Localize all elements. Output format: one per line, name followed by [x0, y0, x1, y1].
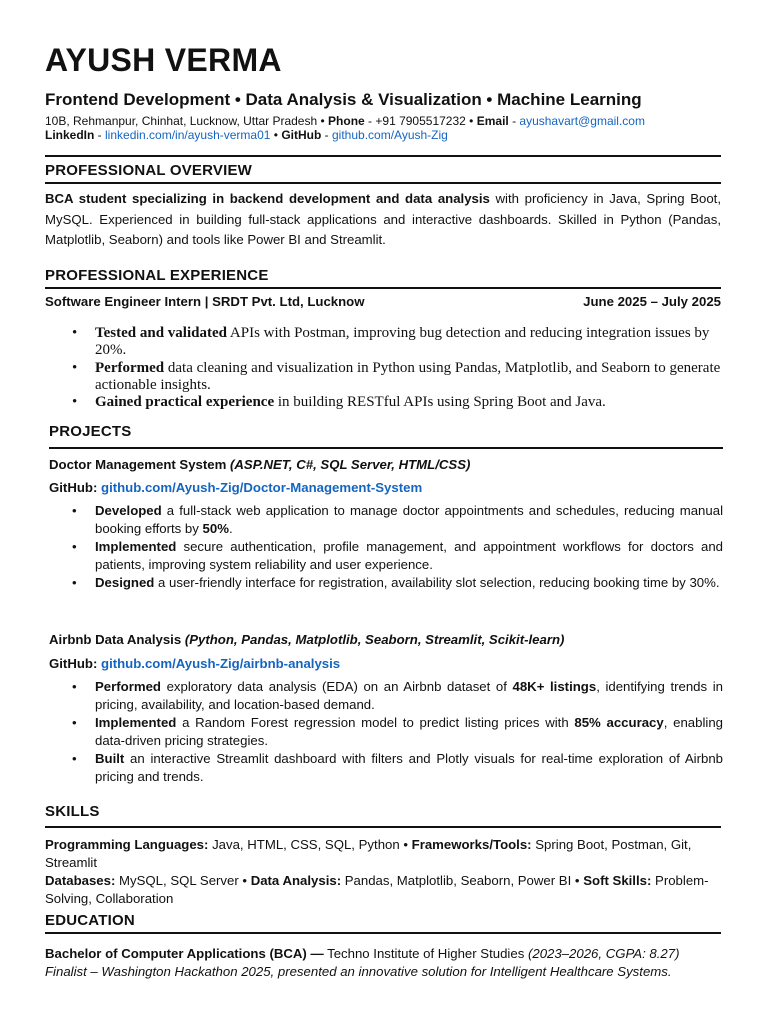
- list-item: • Gained practical experience in building RESTful APIs using Spring Boot and Java.: [72, 394, 606, 410]
- list-item: • Developed a full-stack web application to manage doctor appointments and schedules, reducing manual booking efforts by 50%.: [72, 503, 723, 536]
- list-item: • Built an interactive Streamlit dashboard with filters and Plotly visuals for real-time exploration of Airbnb pricing and trends.: [72, 751, 723, 784]
- section-heading-education: EDUCATION: [45, 912, 135, 929]
- list-item: • Designed a user-friendly interface for registration, availability slot selection, reducing booking time by 30%.: [72, 575, 720, 590]
- project-github-link[interactable]: github.com/Ayush-Zig/Doctor-Management-System: [101, 480, 423, 495]
- bullet-icon: •: [72, 539, 77, 554]
- bullet-icon: •: [72, 325, 78, 341]
- email-label: Email: [476, 114, 509, 128]
- education-degree: Bachelor of Computer Applications (BCA) — Techno Institute of Higher Studies (2023–2026, CGPA: 8.27): [45, 946, 680, 961]
- project-bullets: [72, 502, 723, 592]
- overview-paragraph: [45, 189, 721, 251]
- project-title: Doctor Management System (ASP.NET, C#, SQL Server, HTML/CSS): [49, 457, 471, 472]
- project-bullets: [72, 678, 723, 786]
- bullet-icon: •: [72, 359, 78, 376]
- list-item: • Performed data cleaning and visualization in Python using Pandas, Matplotlib, and Seaborn to generate actionable insights.: [72, 359, 721, 393]
- bullet-icon: •: [72, 503, 77, 518]
- tagline: Frontend Development • Data Analysis & Visualization • Machine Learning: [45, 90, 642, 109]
- skill-label: Databases:: [45, 873, 116, 888]
- overview-text: with proficiency in Java, Spring Boot, MySQL. Experienced in building full-stack applications and interactive dashboards. Skilled in Python (Pandas, Matplotlib, Seaborn) and tools like Power BI and Streamlit.: [45, 191, 721, 247]
- candidate-name: AYUSH VERMA: [45, 42, 282, 78]
- skill-label: Soft Skills:: [583, 873, 652, 888]
- divider: [45, 155, 721, 157]
- address: 10B, Rehmanpur, Chinhat, Lucknow, Uttar Pradesh: [45, 114, 318, 128]
- list-item: • Implemented secure authentication, profile management, and appointment workflows for doctors and patients, improving system reliability and user experience.: [72, 539, 723, 572]
- divider: [49, 447, 723, 449]
- divider: [45, 182, 721, 184]
- skill-label: Data Analysis:: [250, 873, 342, 888]
- bullet-icon: •: [72, 679, 77, 694]
- bullet-icon: •: [72, 394, 78, 410]
- github-label: GitHub: [281, 128, 322, 142]
- github-link[interactable]: github.com/Ayush-Zig: [332, 128, 448, 142]
- divider: [45, 826, 721, 828]
- section-heading-experience: PROFESSIONAL EXPERIENCE: [45, 267, 269, 284]
- overview-lead: BCA student specializing in backend development and data analysis: [45, 191, 490, 206]
- job-role: Software Engineer Intern | SRDT Pvt. Ltd, Lucknow: [45, 294, 365, 309]
- project-github-link[interactable]: github.com/Ayush-Zig/airbnb-analysis: [101, 656, 341, 671]
- experience-bullets: [72, 325, 722, 412]
- list-item: • Performed exploratory data analysis (EDA) on an Airbnb dataset of 48K+ listings, identifying trends in pricing, availability, and location-based demand.: [72, 679, 723, 712]
- bullet-icon: •: [72, 751, 77, 766]
- job-dates: June 2025 – July 2025: [583, 294, 721, 309]
- linkedin-link[interactable]: linkedin.com/in/ayush-verma01: [105, 128, 271, 142]
- linkedin-label: LinkedIn: [45, 128, 95, 142]
- education-note: Finalist – Washington Hackathon 2025, presented an innovative solution for Intelligent Healthcare Systems.: [45, 964, 672, 979]
- list-item: • Tested and validated APIs with Postman, improving bug detection and reducing integration issues by 20%.: [72, 325, 710, 358]
- email-link[interactable]: ayushavart@gmail.com: [519, 114, 645, 128]
- list-item: • Implemented a Random Forest regression model to predict listing prices with 85% accuracy, enabling data-driven pricing strategies.: [72, 715, 723, 748]
- skills-block: Programming Languages: Java, HTML, CSS, SQL, Python • Frameworks/Tools: Spring Boot, Postman, Git, Streamlit Databases: MySQL, SQL Server • Data Analysis: Pandas, Matplotlib, Seaborn, Power BI • Soft Skills: Problem-Solving, Collaboration: [45, 837, 709, 906]
- section-heading-skills: SKILLS: [45, 803, 100, 820]
- skill-label: Frameworks/Tools:: [411, 837, 532, 852]
- project-title: Airbnb Data Analysis (Python, Pandas, Matplotlib, Seaborn, Streamlit, Scikit-learn): [49, 632, 565, 647]
- section-heading-projects: PROJECTS: [49, 423, 132, 440]
- divider: [45, 287, 721, 289]
- project-github: GitHub: github.com/Ayush-Zig/Doctor-Management-System: [49, 480, 423, 495]
- phone-label: Phone: [328, 114, 365, 128]
- job-line: [45, 294, 721, 309]
- divider: [45, 932, 721, 934]
- bullet-icon: •: [72, 575, 77, 590]
- contact-line-2: LinkedIn - linkedin.com/in/ayush-verma01 • GitHub - github.com/Ayush-Zig: [45, 128, 448, 142]
- phone: +91 7905517232: [375, 114, 466, 128]
- bullet-icon: •: [72, 715, 77, 730]
- skill-label: Programming Languages:: [45, 837, 209, 852]
- contact-line-1: 10B, Rehmanpur, Chinhat, Lucknow, Uttar Pradesh • Phone - +91 7905517232 • Email - ayushavart@gmail.com: [45, 114, 645, 128]
- section-heading-overview: PROFESSIONAL OVERVIEW: [45, 162, 253, 179]
- project-github: GitHub: github.com/Ayush-Zig/airbnb-analysis: [49, 656, 341, 671]
